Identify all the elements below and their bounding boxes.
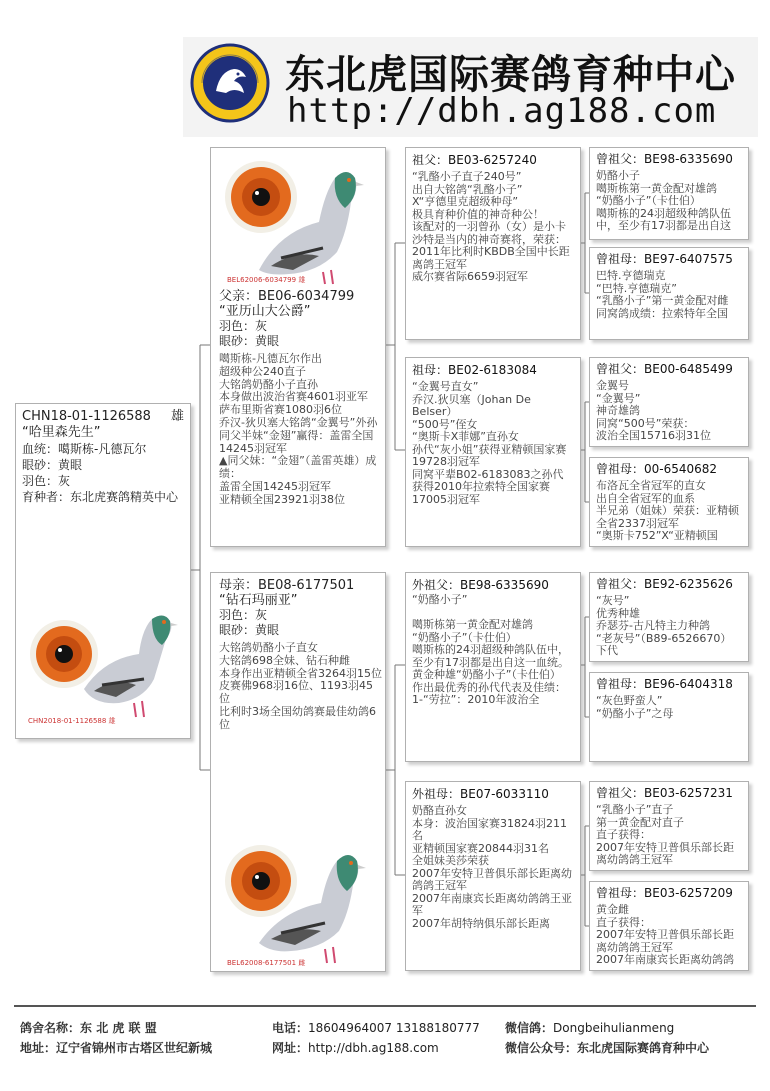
- great-grandparent-card: [589, 672, 749, 762]
- subject-ring-number: CHN18-01-1126588: [22, 409, 151, 424]
- great-grandparent-description: “灰色野蛮人” “奶酪小子”之母: [596, 694, 674, 720]
- footer-wechat: [505, 1019, 674, 1036]
- tiger-logo-icon: [190, 43, 270, 123]
- grandparent-card: [405, 781, 581, 971]
- great-grandparent-card: [589, 147, 749, 240]
- great-grandparent-card: [589, 357, 749, 447]
- great-grandparent-title: 曾祖母：00-6540682: [596, 462, 718, 476]
- footer-website-label: 网址：: [272, 1041, 309, 1055]
- footer-address-value: 辽宁省锦州市古塔区世纪新城: [56, 1041, 213, 1055]
- dam-eye: 眼砂：黄眼: [219, 623, 280, 637]
- dam-card: [210, 572, 386, 972]
- dam-ring-number: 母亲：BE08-6177501: [219, 578, 355, 593]
- subject-photo-label: CHN2018-01-1126588 雄: [28, 717, 116, 725]
- footer-address-label: 地址：: [20, 1041, 57, 1055]
- grandparent-description: “乳酪小子直子240号” 出自大铭鸽“乳酪小子” X“亨德里克超级种母” 极具育种价值的神奇种公！ 该配对的一羽曾孙（女）是小卡沙特是当内的神奇赛将，荣获： 2011年比利时KBDB全国中长距离鸽王冠军 威尔赛省际6659羽冠军: [412, 170, 570, 283]
- great-grandparent-description: “乳酪小子”直子 第一黄金配对直子 直子获得： 2007年安特卫普俱乐部长距离幼鸽鸽王冠军: [596, 803, 734, 866]
- grandparent-card: [405, 572, 581, 762]
- great-grandparent-description: 布洛瓦全省冠军的直女 出自全省冠军的血系 半兄弟（姐妹）荣获：亚精顿全省2337羽冠军 “奥斯卡752”X“亚精顿国: [596, 479, 739, 542]
- dam-photo-label: BEL62008-6177501 雌: [227, 959, 306, 967]
- footer-public-value: 东北虎国际赛鸽育种中心: [577, 1041, 710, 1055]
- dam-color: 羽色：灰: [219, 608, 268, 622]
- grandparent-card: [405, 357, 581, 547]
- header-banner: [183, 37, 758, 137]
- great-grandparent-description: 奶酪小子 噶斯栋第一黄金配对雄鸽 “奶酪小子”（卡仕伯） 噶斯栋的24羽超级种鸽队伍中，至少有17羽都是出自这: [596, 169, 731, 232]
- grandparent-card: [405, 147, 581, 340]
- grandparent-title: 外祖父：BE98-6335690: [412, 578, 549, 592]
- footer-website: [272, 1039, 439, 1056]
- site-url[interactable]: http://dbh.ag188.com: [287, 91, 717, 131]
- footer-wechat-value: Dongbeihulianmeng: [553, 1021, 675, 1035]
- great-grandparent-title: 曾祖母：BE03-6257209: [596, 886, 733, 900]
- footer-wechat-label: 微信鸽：: [505, 1021, 554, 1035]
- great-grandparent-card: [589, 572, 749, 662]
- grandparent-title: 祖母：BE02-6183084: [412, 363, 537, 377]
- great-grandparent-description: 金翼号 “金翼号” 神奇雄鸽 同窝“500号”荣获： 波治全国15716羽31位: [596, 379, 711, 442]
- sire-name: “亚历山大公爵”: [219, 304, 311, 319]
- grandparent-description: “奶酪小子” 噶斯栋第一黄金配对雄鸽 “奶酪小子”（卡仕伯） 噶斯栋的24羽超级种鸽队伍中，至少有17羽都是出自这一血统。 黄金种雄“奶酪小子”（卡仕伯） 作出最优秀的孙代代表及佳绩： 1-“劳拉”：2010年波治全: [412, 593, 569, 706]
- great-grandparent-title: 曾祖父：BE92-6235626: [596, 577, 733, 591]
- footer-public-account: [505, 1039, 709, 1056]
- sire-card: [210, 147, 386, 547]
- sire-eye: 眼砂：黄眼: [219, 334, 280, 348]
- dam-description: 大铭鸽奶酪小子直女 大铭鸽698全妹、钻石种雌 本身作出亚精顿全省3264羽15位 皮赛佛968羽16位、1193羽45位 比利时3场全国幼鸽赛最佳幼鸽6位: [219, 641, 382, 731]
- subject-color: 羽色：灰: [22, 474, 71, 488]
- great-grandparent-card: [589, 247, 749, 340]
- great-grandparent-description: “灰号” 优秀种雄 乔瑟芬-古凡特主力种鸽 “老灰号”（B89-6526670）下代: [596, 594, 732, 657]
- footer-loft: [20, 1019, 157, 1036]
- great-grandparent-description: 黄金雌 直子获得： 2007年安特卫普俱乐部长距离幼鸽鸽王冠军 2007年南康宾长距离幼鸽鸽: [596, 903, 734, 966]
- great-grandparent-title: 曾祖父：BE03-6257231: [596, 786, 733, 800]
- grandparent-title: 外祖母：BE07-6033110: [412, 787, 549, 801]
- grandparent-description: “金翼号直女” 乔汉.狄贝塞（Johan De Belser） “500号”侄女 “奥斯卡X菲娜”直孙女 孙代“灰小姐”获得亚精顿国家赛19728羽冠军 同窝平辈B02-6183083之孙代获得2010年拉索特全国家赛17005羽冠军: [412, 380, 567, 506]
- footer-website-value[interactable]: http://dbh.ag188.com: [308, 1041, 439, 1055]
- sire-photo: [219, 152, 379, 287]
- footer-phone-value[interactable]: 18604964007 13188180777: [308, 1021, 480, 1035]
- great-grandparent-card: [589, 881, 749, 971]
- great-grandparent-title: 曾祖母：BE97-6407575: [596, 252, 733, 266]
- footer-loft-label: 鸽舍名称：: [20, 1021, 81, 1035]
- subject-bloodline: 血统：噶斯栋-凡德瓦尔: [22, 442, 147, 456]
- sire-color: 羽色：灰: [219, 319, 268, 333]
- footer-loft-value: 东 北 虎 联 盟: [80, 1021, 157, 1035]
- great-grandparent-card: [589, 781, 749, 871]
- subject-name: “哈里森先生”: [22, 425, 101, 440]
- great-grandparent-description: 巴特.亨德瑞克 “巴特.亨德瑞克” “乳酪小子”第一黄金配对雌 同窝鸽成绩：拉索特年全国: [596, 269, 729, 320]
- footer-public-label: 微信公众号：: [505, 1041, 578, 1055]
- page-title: 东北虎国际赛鸽育种中心: [285, 52, 736, 98]
- dam-photo: [219, 831, 379, 969]
- sire-photo-label: BEL62006-6034799 雄: [227, 276, 306, 284]
- footer-divider: [14, 1005, 756, 1007]
- subject-card: [15, 403, 191, 739]
- great-grandparent-card: [589, 457, 749, 547]
- subject-sex: 雄: [170, 409, 184, 424]
- footer-phone: [272, 1019, 480, 1036]
- footer-address: [20, 1039, 212, 1056]
- footer-phone-label: 电话：: [272, 1021, 309, 1035]
- subject-photo: [24, 599, 184, 729]
- subject-breeder: 育种者：东北虎赛鸽精英中心: [22, 490, 179, 504]
- great-grandparent-title: 曾祖父：BE98-6335690: [596, 152, 733, 166]
- sire-ring-number: 父亲：BE06-6034799: [219, 289, 355, 304]
- grandparent-description: 奶酪直孙女 本身：波治国家赛31824羽211名 亚精顿国家赛20844羽31名 全姐妹美莎荣获 2007年安特卫普俱乐部长距离幼鸽鸽王冠军 2007年南康宾长距离幼鸽鸽王亚军 2007年胡特纳俱乐部长距离: [412, 804, 572, 930]
- great-grandparent-title: 曾祖母：BE96-6404318: [596, 677, 733, 691]
- grandparent-title: 祖父：BE03-6257240: [412, 153, 537, 167]
- sire-description: 噶斯栋-凡德瓦尔作出 超级种公240直子 大铭鸽奶酪小子直孙 本身做出波治省赛4601羽亚军 萨布里斯省赛1080羽6位 乔汉-狄贝塞大铭鸽“金翼号”外孙 同父半妹“金翅”赢得：盖雷全国14245羽冠军 ▲同父妹：“金翅”（盖雷英雄）成绩： 盖雷全国14245羽冠军 亚精顿全国23921羽38位: [219, 352, 378, 506]
- dam-name: “钻石玛丽亚”: [219, 593, 298, 608]
- subject-eye: 眼砂：黄眼: [22, 458, 83, 472]
- great-grandparent-title: 曾祖父：BE00-6485499: [596, 362, 733, 376]
